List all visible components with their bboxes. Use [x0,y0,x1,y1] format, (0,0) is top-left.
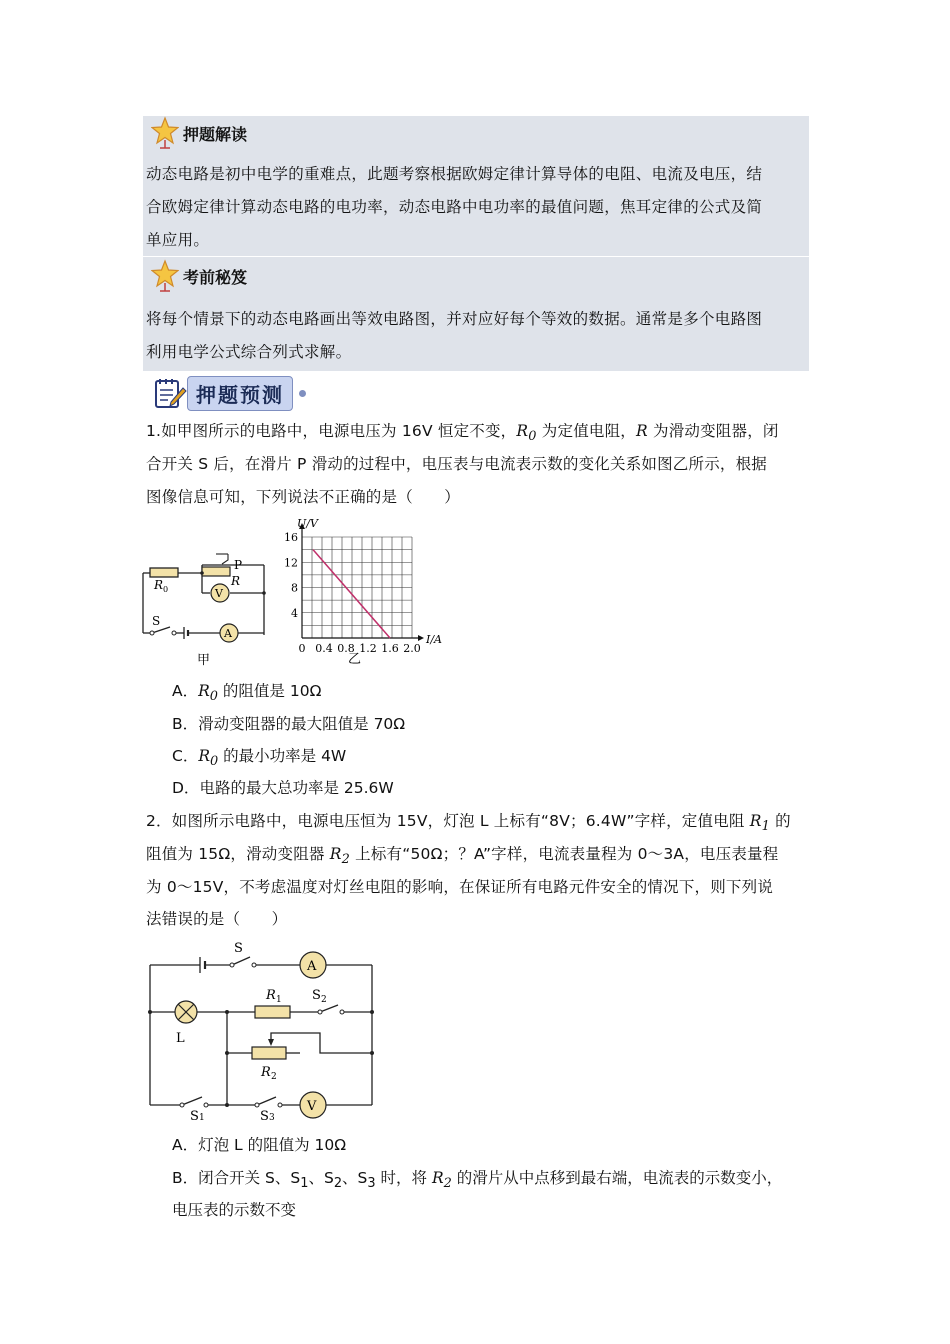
q2-text: 上标有“50Ω；？A”字样，电流表量程为 0～3A，电压表量程 [350,845,779,863]
y-tick-label: 8 [291,581,298,595]
label-v: V [215,587,223,600]
prediction-banner [153,376,306,410]
var-r: R [198,682,210,700]
chart-series [313,550,390,638]
var-r: R [749,812,762,830]
option-text: 的最小功率是 4W [218,747,347,765]
label-s: S [152,614,161,628]
var-r: R [198,747,210,765]
star-icon [151,116,179,150]
option-text: 电路的最大总功率是 25.6W [199,779,394,797]
banner-dot [299,390,306,397]
series-line [313,550,390,638]
interpretation-text [146,158,808,257]
label-s2-sub: 2 [321,995,327,1005]
sub: 2 [333,1176,343,1192]
label-s2: S [312,988,321,1003]
var-sub: 0 [209,689,218,705]
var-sub: 0 [528,429,537,445]
label-r2: R [261,1065,271,1080]
q2-option-b [172,1166,782,1191]
x-axis-label: I/A [426,633,442,646]
label-a: A [224,627,232,640]
var-sub: 0 [210,754,219,770]
label-r1: R [266,988,276,1003]
y-tick-label: 16 [284,531,298,544]
option-text: 的阻值是 10Ω [218,682,322,700]
q1-line-3: 图像信息可知，下列说法不正确的是（ ） [146,488,461,506]
q1-line-2: 合开关 S 后，在滑片 P 滑动的过程中，电压表与电流表示数的变化关系如图乙所示，根据 [146,455,767,473]
q1-option-c [172,744,346,769]
q1-ui-graph [280,512,450,670]
figure-label-yi: 乙 [348,652,362,667]
option-label: A． [172,682,199,700]
label-s3: S [260,1109,269,1120]
q1-circuit-diagram [140,545,272,670]
label-s1: S [190,1109,199,1120]
tips-heading: 考前秘笈 [183,267,248,287]
label-l: L [176,1031,185,1046]
sub: 1 [300,1176,309,1192]
label-v: V [307,1099,317,1114]
option-text: 、S [342,1169,368,1187]
q2-line-1 [146,809,791,834]
var-r: R [329,845,342,863]
option-text: 、S [308,1169,334,1187]
q2-line-2 [146,842,778,867]
label-r0-sub: 0 [163,585,169,594]
option-text: B．闭合开关 S、S [172,1169,301,1187]
q2-text: 2．如图所示电路中，电源电压恒为 15V，灯泡 L 上标有“8V；6.4W”字样，定值电阻 [146,812,750,830]
q2-text: 的 [770,812,791,830]
label-p: P [234,558,243,572]
text-line: 动态电路是初中电学的重难点，此题考察根据欧姆定律计算导体的电阻、电流及电压，结 [146,165,763,183]
label-r0: R [154,578,164,592]
notepad-pen-icon [153,376,187,410]
var-r: R [636,422,648,440]
x-tick-label: 1.6 [381,642,399,655]
q2-line-3: 为 0～15V，不考虑温度对灯丝电阻的影响，在保证所有电路元件安全的情况下，则下列说 [146,878,774,896]
option-text: 滑动变阻器的最大阻值是 70Ω [198,715,406,733]
q1-option-a [172,679,321,704]
q1-option-b [172,712,405,734]
text-line: 单应用。 [146,231,210,249]
figure-label-jia: 甲 [197,653,211,668]
label-a: A [307,959,317,974]
tips-header [151,259,247,293]
chart-axes [299,523,424,641]
y-tick-label: 12 [284,556,298,570]
q2-option-b-line2: 电压表的示数不变 [172,1201,297,1219]
x-axis-arrow [418,635,424,641]
text-line: 利用电学公式综合列式求解。 [146,343,352,361]
q2-text: 阻值为 15Ω，滑动变阻器 [146,845,330,863]
var-r: R [431,1169,444,1187]
label-r2-sub: 2 [271,1072,277,1082]
interpretation-header [151,116,247,150]
var-sub: 2 [341,852,351,868]
x-tick-label: 2.0 [403,642,421,655]
label-s: S [234,941,243,956]
banner-title: 押题预测 [187,376,293,411]
q2-circuit-diagram [140,935,385,1120]
option-label: D． [172,779,200,797]
option-label: B． [172,715,199,733]
label-r1-sub: 1 [276,995,282,1005]
x-tick-label: 1.2 [359,642,377,655]
label-s3-sub: 3 [269,1113,275,1120]
q1-line-1 [146,419,779,444]
q1-text: 为定值电阻， [536,422,636,440]
q2-option-a: A．灯泡 L 的阻值为 10Ω [172,1136,347,1154]
var-sub: 2 [443,1176,452,1192]
option-label: C． [172,747,199,765]
chart-grid [302,537,412,638]
y-tick-label: 4 [291,606,298,620]
sub: 3 [367,1176,376,1192]
var-sub: 1 [761,819,771,835]
x-tick-label: 0 [298,642,306,655]
text-line: 将每个情景下的动态电路画出等效电路图，并对应好每个等效的数据。通常是多个电路图 [146,310,763,328]
var-r: R [516,422,529,440]
label-r: R [231,574,241,588]
label-s1-sub: 1 [199,1113,205,1120]
star-icon [151,259,179,293]
q1-text: 1.如甲图所示的电路中，电源电压为 16V 恒定不变， [146,422,517,440]
option-text: 的滑片从中点移到最右端，电流表的示数变小， [451,1169,783,1187]
interpretation-heading: 押题解读 [183,124,248,144]
x-tick-label: 0.4 [315,642,333,655]
option-text: 时，将 [375,1169,432,1187]
x-tick-label: 0.8 [337,642,355,655]
y-axis-label: U/V [297,517,318,530]
q1-text: 为滑动变阻器，闭 [647,422,779,440]
text-line: 合欧姆定律计算动态电路的电功率，动态电路中电功率的最值问题，焦耳定律的公式及简 [146,198,763,216]
tips-text [146,303,808,369]
q2-line-4: 法错误的是（ ） [146,910,288,928]
q1-option-d [172,776,394,798]
